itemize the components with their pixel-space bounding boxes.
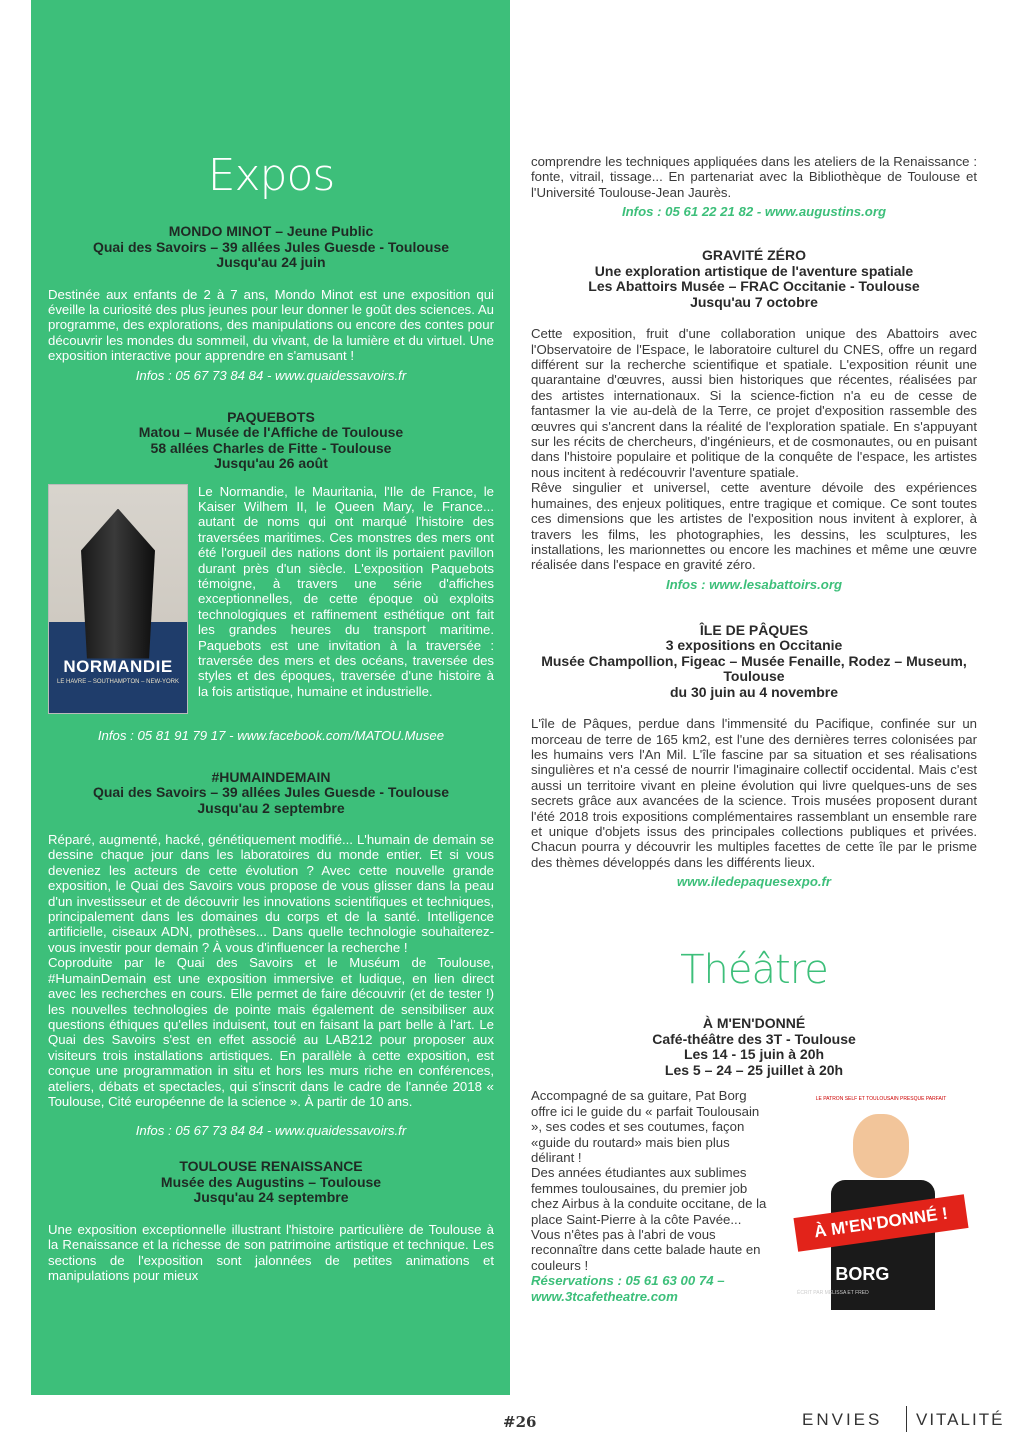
paquebots-info: Infos : 05 81 91 79 17 - www.facebook.com/MATOU.Musee bbox=[97, 727, 445, 743]
gravite-body-2: Rêve singulier et universel, cette aventure dévoile des expériences humaines, des enjeux politiques, entre tragique et comique. Ce sont toutes ces dimensions que les artistes de l'exposition nous invitent à explorer, à travers les films, les photographies, les dessins, les sculptures, les installations, les marionnettes ou encore les machines et même une œuvre réalisée dans l'espace en gravité zéro. bbox=[531, 480, 977, 573]
mondo-body: Destinée aux enfants de 2 à 7 ans, Mondo Minot est une exposition qui éveille la curiosité des plus jeunes pour leur donner le goût des sciences. Au programme, des explorations, des manipulations ou encore des contes pour découvrir les mondes du sommeil, du vivant, de la lumière et du virtuel. Une exposition interactive pour apprendre en s'amusant ! bbox=[48, 286, 494, 364]
poster-banner: À M'EN'DONNÉ ! bbox=[793, 1194, 968, 1252]
paques-venue: Musée Champollion, Figeac – Musée Fenaille, Rodez – Museum, Toulouse bbox=[541, 652, 967, 685]
expos-title: Expos bbox=[207, 150, 335, 201]
show-venue: Café-théâtre des 3T - Toulouse bbox=[652, 1030, 856, 1047]
mondo-dates: Jusqu'au 24 juin bbox=[216, 254, 326, 270]
humaindemain-article bbox=[48, 770, 494, 1140]
mondo-minot-article bbox=[48, 224, 494, 384]
gravite-dates: Jusqu'au 7 octobre bbox=[690, 293, 818, 310]
theatre-title: Théâtre bbox=[680, 947, 828, 994]
renaissance-title: TOULOUSE RENAISSANCE bbox=[179, 1158, 363, 1175]
poster-credits: ÉCRIT PAR MÉLISSA ET FRED bbox=[797, 1290, 869, 1297]
mondo-info: Infos : 05 67 73 84 84 - www.quaidessavoirs.fr bbox=[135, 367, 407, 383]
pat-borg-poster-image bbox=[791, 1096, 971, 1316]
normandie-poster-image bbox=[48, 484, 188, 714]
show-title: À M'EN'DONNÉ bbox=[702, 1015, 806, 1032]
show-body-1: Accompagné de sa guitare, Pat Borg offre ici le guide du « parfait Toulousain », ses codes et ses coutumes, façon «guide du routard» mais bien plus délirant ! bbox=[531, 1088, 760, 1165]
theatre-show-article bbox=[531, 1016, 977, 1316]
paquebots-title: PAQUEBOTS bbox=[227, 408, 315, 425]
renaissance-body-continued: comprendre les techniques appliquées dans les ateliers de la Renaissance : fonte, vitrail, tissage... En partenariat avec la Bibliothèque de Toulouse et l'Université Toulouse-Jean Jaurès. bbox=[531, 154, 977, 200]
gravite-zero-article bbox=[531, 248, 977, 593]
gravite-title: GRAVITÉ ZÉRO bbox=[702, 247, 806, 264]
gravite-body-1: Cette exposition, fruit d'une collaboration unique des Abattoirs avec l'Observatoire de l'Espace, le laboratoire culturel du CNES, offre un regard différent sur la recherche scientifique et spatiale. L'exposition réunit une quarantaine d'œuvres, aussi bien historiques que récentes, réalisées par des artistes internationaux. Si la science-fiction n'a eu de cesse de fantasmer la vie au-delà de la Terre, ce projet d'exposition rassemble des œuvres qui s'ancrent dans la réalité de l'exploration spatiale. En s'appuyant sur les récits de chercheurs, d'ingénieurs, et de cosmonautes, ou en puisant dans l'histoire populaire et politique de la conquête de l'espace, les artistes nous incitent à redécouvrir l'aventure spatiale. bbox=[531, 326, 977, 480]
renaissance-article bbox=[48, 1159, 494, 1283]
paques-subtitle: 3 expositions en Occitanie bbox=[665, 637, 843, 654]
magazine-section-envies: ENVIES bbox=[802, 1410, 883, 1429]
performer-head bbox=[853, 1114, 909, 1178]
renaissance-info: Infos : 05 61 22 21 82 - www.augustins.org bbox=[621, 204, 887, 220]
show-reservations: Réservations : 05 61 63 00 74 – www.3tcafetheatre.com bbox=[531, 1273, 725, 1305]
mondo-venue: Quai des Savoirs – 39 allées Jules Guesde - Toulouse bbox=[92, 238, 450, 255]
poster-tagline: LE PATRON SELF ET TOULOUSAIN PRESQUE PARFAIT bbox=[815, 1096, 947, 1103]
renaissance-venue: Musée des Augustins – Toulouse bbox=[160, 1173, 382, 1190]
show-dates-july: Les 5 – 24 – 25 juillet à 20h bbox=[664, 1061, 844, 1078]
paquebots-dates: Jusqu'au 26 août bbox=[214, 455, 328, 472]
humain-dates: Jusqu'au 2 septembre bbox=[197, 799, 345, 816]
expos-column-right bbox=[531, 154, 977, 1316]
poster-title: NORMANDIE bbox=[63, 656, 173, 676]
gravite-subtitle: Une exploration artistique de l'aventure spatiale bbox=[594, 262, 914, 279]
paques-title: ÎLE DE PÂQUES bbox=[699, 621, 809, 638]
mondo-title: MONDO MINOT – Jeune Public bbox=[168, 223, 374, 239]
paques-info: www.iledepaquesexpo.fr bbox=[676, 874, 832, 890]
page-number: #26 bbox=[503, 1413, 537, 1431]
magazine-section-vitalite: VITALITÉ bbox=[916, 1410, 1005, 1429]
expos-column-left bbox=[48, 150, 494, 1283]
paquebots-address: 58 allées Charles de Fitte - Toulouse bbox=[150, 439, 392, 456]
show-dates-june: Les 14 - 15 juin à 20h bbox=[683, 1046, 825, 1063]
ship-illustration bbox=[81, 509, 155, 659]
poster-subtitle: LE HAVRE – SOUTHAMPTON – NEW-YORK bbox=[56, 678, 180, 685]
ile-de-paques-article bbox=[531, 623, 977, 891]
show-body-2: Des années étudiantes aux sublimes femmes toulousaines, du premier job chez Airbus à la conduite occitane, de la place Saint-Pierre à la côte Pavée... Vous n'êtes pas à l'abri de vous reconnaître dans cette balade haute en couleurs ! bbox=[531, 1165, 767, 1273]
humain-body-2: Coproduite par le Quai des Savoirs et le Muséum de Toulouse, #HumainDemain est une exposition immersive et ludique, en lien direct avec les recherches en cours. Elle permet de faire découvrir (et de tester !) les nouvelles technologies de pointe mais également de sensibiliser aux questions éthiques qu'elles induisent, tout en faisant la part belle à l'art. Le Quai des Savoirs s'est en effet associé au LAB212 pour proposer aux visiteurs trois installations artistiques. En parallèle à cette exposition, est conçue une programmation in situ et hors les murs riche en conférences, ateliers, débats et spectacles, qui s'inscrit dans le cadre de l'année 2018 « Toulouse, Cité européenne de la science ». À partir de 10 ans. bbox=[48, 955, 494, 1109]
paques-body: L'île de Pâques, perdue dans l'immensité du Pacifique, confinée sur un morceau de terre de 165 km2, est l'une des dernières terres colonisées par les humains vers l'An Mil. L'île fascine par sa situation et ses réalisations singulières et n'a cessé de nourrir l'imaginaire collectif occidental. Mais c'est aussi un territoire vivant en pleine évolution qui livre quelques-uns de ses secrets grâce aux avancées de la science. Trois musées proposent durant l'été 2018 trois expositions complémentaires rassemblant un ensemble rare et unique d'objets issus des principales collections publiques et privées. Chacun pourra y découvrir les multiples facettes de cette île par le prisme des thèmes développés dans les différents lieux. bbox=[531, 716, 977, 870]
gravite-venue: Les Abattoirs Musée – FRAC Occitanie - Toulouse bbox=[588, 278, 920, 295]
renaissance-dates: Jusqu'au 24 septembre bbox=[193, 1189, 349, 1206]
humain-title: #HUMAINDEMAIN bbox=[211, 768, 331, 785]
footer-divider bbox=[906, 1406, 907, 1432]
paquebots-body: Le Normandie, le Mauritania, l'Ile de France, le Kaiser Wilhem II, le Queen Mary, le France... autant de noms qui ont marqué l'histoire des traversées maritimes. Ces monstres des mers ont été l'orgueil des nations dont ils portaient pavillon durant près d'un siècle. L'exposition Paquebots témoigne, à travers une série d'affiches exceptionnelles, de cette époque où exploits technologiques et raffinement esthétique ont fait les grandes heures du transport maritime. Paquebots est une invitation à la traversée : traversée des mers et des océans, traversée des styles et des époques, traversée d'une histoire à la fois artistique, humaine et industrielle. bbox=[198, 483, 494, 699]
humain-body-1: Réparé, augmenté, hacké, génétiquement modifié... L'humain de demain se dessine chaque jour dans les laboratoires du monde entier. Et si vous deveniez les acteurs de cette évolution ? Avec cette nouvelle grande exposition, le Quai des Savoirs vous propose de vous glisser dans la peau d'un investisseur et de découvrir les innovations scientifiques et techniques, principalement dans les domaines du corps et de la santé. Intelligence artificielle, ciseaux ADN, prothèses... Dans quelle technologie souhaiterez-vous investir pour demain ? À vous d'influencer la recherche ! bbox=[48, 832, 494, 955]
renaissance-body: Une exposition exceptionnelle illustrant l'histoire particulière de Toulouse à la Renaissance et la richesse de son patrimoine artistique et technique. Les sections de l'exposition sont jalonnées de petites animations et manipulations pour mieux bbox=[48, 1221, 494, 1284]
poster-performer-name: PAT BORG bbox=[797, 1264, 890, 1285]
paquebots-venue: Matou – Musée de l'Affiche de Toulouse bbox=[138, 424, 404, 441]
poster-avec: AVEC bbox=[797, 1254, 816, 1262]
paquebots-article bbox=[48, 410, 494, 744]
humain-info: Infos : 05 67 73 84 84 - www.quaidessavoirs.fr bbox=[135, 1123, 407, 1139]
paques-dates: du 30 juin au 4 novembre bbox=[669, 683, 839, 700]
humain-venue: Quai des Savoirs – 39 allées Jules Guesde - Toulouse bbox=[92, 784, 450, 801]
gravite-info: Infos : www.lesabattoirs.org bbox=[665, 576, 843, 592]
